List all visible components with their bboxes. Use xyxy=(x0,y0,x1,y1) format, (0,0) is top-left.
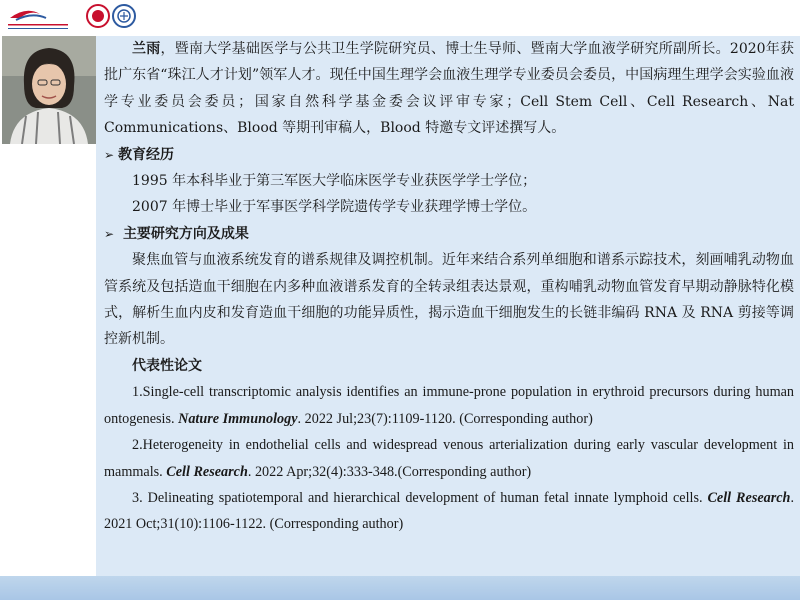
education-item: 2007 年博士毕业于军事医学科学院遗传学专业获理学博士学位。 xyxy=(132,199,537,216)
paper-item: 2.Heterogeneity in endothelial cells and widespread venous arterialization during early vascular development in mammals. Cell Research. 2022 Apr;32(4):333-348.(Corresponding author) xyxy=(104,437,794,480)
bullet-arrow-icon: ➢ xyxy=(104,147,115,162)
bio-title: ，暨南大学基础医学与公共卫生学院研究员、博士生导师、暨南大学血液学研究所副所长。 xyxy=(160,41,730,57)
research-heading: ➢ 主要研究方向及成果 xyxy=(104,225,249,242)
journal-name: Cell Research xyxy=(166,463,248,480)
bio-details: 2020年获批广东省“珠江人才计划”领军人才。现任中国生理学会血液生理学专业委员会委员，中国病理生理学会实验血液学专业委员会委员；国家自然科学基金委会议评审专家；Cell Stem Cell、Cell Research、Nat Communications、Blood 等期刊审稿人，Blood 特邀专文评述撰写人。 xyxy=(104,41,795,137)
journal-name: Nature Immunology xyxy=(178,410,298,427)
bio-paragraph xyxy=(104,36,794,142)
bullet-arrow-icon: ➢ xyxy=(104,226,115,241)
education-item: 1995 年本科毕业于第三军医大学临床医学专业获医学学士学位； xyxy=(132,173,537,190)
bottom-strip xyxy=(0,576,800,600)
society-logo-icon xyxy=(6,4,70,32)
institute-seal-icon xyxy=(112,4,136,28)
paper-item: 3. Delineating spatiotemporal and hierarchical development of human fetal innate lymphoid cells. Cell Research. 2021 Oct;31(10):1106-1122. (Corresponding author) xyxy=(104,489,794,533)
profile-text xyxy=(104,36,794,538)
paper-item: 1.Single-cell transcriptomic analysis identifies an immune-prone population in erythroid precursors during human ontogenesis. Nature Immunology. 2022 Jul;23(7):1109-1120. (Corresponding author) xyxy=(104,384,794,427)
researcher-name: 兰雨 xyxy=(132,41,161,57)
university-seal-icon xyxy=(86,4,110,28)
journal-name: Cell Research xyxy=(707,489,791,506)
header-logos xyxy=(0,0,140,36)
education-heading: ➢ 教育经历 xyxy=(104,146,175,163)
research-body: 聚焦血管与血液系统发育的谱系规律及调控机制。近年来结合系列单细胞和谱系示踪技术，刻画哺乳动物血管系统及包括造血干细胞在内多种血液谱系发育的全转录组表达景观，重构哺乳动物血管发育早期动静脉特化模式，解析生血内皮和发育造血干细胞的功能异质性，揭示造血干细胞发生的长链非编码 RNA 及 RNA 剪接等调控新机制。 xyxy=(104,252,794,348)
portrait-photo xyxy=(2,36,96,144)
papers-heading: 代表性论文 xyxy=(132,357,202,374)
